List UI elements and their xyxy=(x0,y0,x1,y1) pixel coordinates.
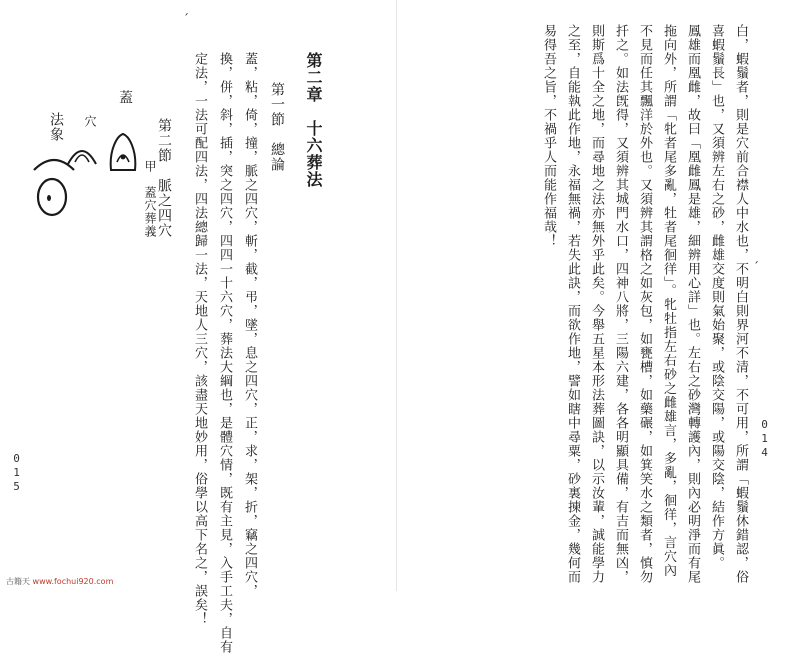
section-title: 第一節 總論 xyxy=(269,82,285,172)
oval-symbol-icon xyxy=(34,176,70,218)
body-column: 喜蝦鬚長」也，又須辨左右之砂，雌雄交度則氣始聚，或陰交陽，或陽交陰，結作方眞。 xyxy=(709,24,724,570)
cover-hole-symbol-icon xyxy=(105,130,141,174)
diagram-label-hole: 穴 xyxy=(83,115,97,128)
tick-mark: ˊ xyxy=(753,260,759,274)
body-column: 之至，自能執此作地，永福無禍，若失此訣，而欲作地，譬如瞎中尋粟，砂裏揀金，幾何而 xyxy=(565,24,580,584)
body-column: 鳳雄而凰雌，故曰「凰雌鳳是雄，細辨用心詳」也。左右之砂灣轉護內，則內必明淨而有尾 xyxy=(685,24,700,584)
arc-symbol-icon xyxy=(32,150,76,174)
body-column: 不見而任其飄洋於外也。又須辨其謂格之如灰包，如甕槽，如藥碾，如箕笑水之類者，慎勿 xyxy=(637,24,652,584)
diagram-label-cover: 蓋 xyxy=(117,90,133,105)
body-column: 換，併，斜，插，突之四穴，四四一十六穴，葬法大綱也，是體穴情，既有主見，入手工夫，自有 xyxy=(217,52,232,654)
body-column: 則斯爲十全之地，而尋地之法亦無外乎此矣。今舉五星本形法葬圖訣，以示汝輩，誠能學力 xyxy=(589,24,604,584)
diagram-heading: 甲 蓋穴葬義 xyxy=(143,160,157,238)
page-number: 014 xyxy=(758,418,771,460)
footer-prefix: 古籍天 xyxy=(6,577,30,586)
diagram-label-method: 法象 xyxy=(48,112,64,142)
body-column: 易得吾之旨，不禍乎人而能作福哉！ xyxy=(541,24,556,248)
left-page xyxy=(0,0,396,654)
tick-mark: ˊ xyxy=(183,12,189,26)
body-column: 蓋，粘，倚，撞，脈之四穴，斬，截，弔，墜，息之四穴，正，求，架，折，竊之四穴， xyxy=(242,52,257,598)
chapter-title: 第二章 十六葬法 xyxy=(304,52,323,188)
body-column: 拖向外，所謂「牝者尾多亂，牡者尾徊徉」。牝牡指左右砂之雌雄言，多亂，徊徉，言穴內 xyxy=(661,24,676,578)
page-number: 015 xyxy=(10,452,23,494)
footer-watermark xyxy=(6,576,113,587)
body-column: 定法，一法可配四法，四法總歸一法，天地人三穴，該盡天地妙用，俗學以高下名之，誤矣！ xyxy=(192,52,207,626)
section-title: 第二節 脈之四穴 xyxy=(156,118,172,238)
body-column: 白，蝦鬚者，則是穴前合襟人中水也，不明白則界河不清，不可用，所謂「蝦鬚休錯認，俗 xyxy=(733,24,748,584)
footer-url: www.fochui920.com xyxy=(32,577,114,586)
right-page xyxy=(397,0,793,591)
body-column: 扦之。如法旣得，又須辨其城門水口，四神八將，三陽六建，各各明顯具備，有吉而無凶， xyxy=(613,24,628,584)
